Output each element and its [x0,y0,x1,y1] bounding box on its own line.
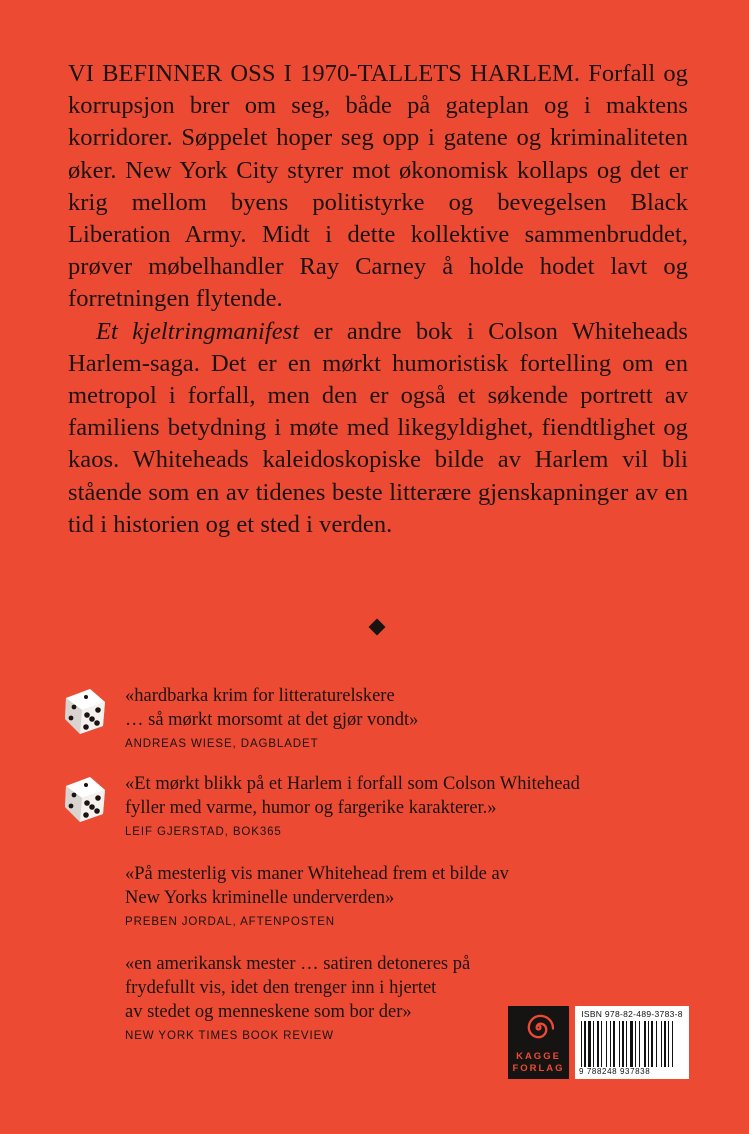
blurb-paragraph-1: VI BEFINNER OSS I 1970-TALLETS HARLEM. Forfall og korrupsjon brer om seg, både på gateplan og i maktens korridorer. Søppelet hoper seg opp i gatene og kriminaliteten øker. New York City styrer mot økonomisk kollaps og det er krig mellom byens politistyrke og bevegelsen Black Liberation Army. Midt i dette kollektive sammenbruddet, prøver møbelhandler Ray Carney å holde hodet lavt og forretningen flytende. [68,60,688,313]
quote-line: … så mørkt morsomt at det gjør vondt» [125,710,419,730]
quote-line: «en amerikansk mester … satiren detoneres på [125,954,471,974]
diamond-divider-icon [369,619,386,636]
quote-text [125,862,595,910]
book-title: Et kjeltringmanifest [96,317,300,345]
quote-line: «hardbarka krim for litteraturelskere [125,686,395,706]
quote-source: PREBEN JORDAL, AFTENPOSTEN [125,916,335,928]
barcode-digits: 9 788248 937838 [579,1067,651,1076]
barcode-stripe [656,1021,657,1067]
quote-text [125,684,595,732]
spiral-logo-icon [523,1012,554,1043]
barcode-stripe [644,1021,646,1067]
blurb-paragraph-2-text: er andre bok i Colson Whiteheads Harlem-saga. Det er en mørkt humoristisk fortelling om en metropol i forfall, men den er også et søkende portrett av familiens betydning i møte med likegyldighet, fiendtlighet og kaos. Whiteheads kaleidoskopiske bilde av Harlem vil bli stående som en av tidenes beste litterære gjenskapninger av en tid i historien og et sted i verden. [68,317,688,538]
barcode-stripe [651,1021,653,1067]
barcode-stripe [622,1021,624,1067]
barcode-stripe [601,1021,602,1067]
barcode-stripe [664,1021,666,1067]
publisher-logo [508,1006,569,1079]
barcode-stripe [613,1021,615,1067]
barcode-stripe [581,1021,582,1067]
barcode-stripe [597,1021,599,1067]
quote-line: New Yorks kriminelle underverden» [125,888,395,908]
review-quote [125,684,595,750]
blurb-paragraph-2 [68,316,688,541]
review-quote [125,862,595,928]
dice-five-icon [59,686,111,736]
barcode-stripe [610,1021,611,1067]
back-cover-blurb [68,58,688,541]
quote-source: LEIF GJERSTAD, BOK365 [125,826,282,838]
barcode-stripe [648,1021,649,1067]
barcode-stripe [626,1021,627,1067]
isbn-label: ISBN 978-82-489-3783-8 [581,1009,683,1019]
publisher-name-line-1: KAGGE [516,1051,561,1062]
barcode-stripe [639,1021,640,1067]
quote-line: fyller med varme, humor og fargerike karakterer.» [125,798,497,818]
isbn-barcode [575,1006,689,1079]
barcode-stripe [606,1021,607,1067]
barcode-stripe [630,1021,633,1067]
barcode-bars [581,1021,683,1067]
quote-source: ANDREAS WIESE, DAGBLADET [125,738,319,750]
barcode-stripe [672,1021,673,1067]
quote-text [125,772,595,820]
barcode-stripe [661,1021,662,1067]
barcode-stripe [619,1021,620,1067]
barcode-stripe [635,1021,636,1067]
barcode-stripe [584,1021,586,1067]
barcode-stripe [588,1021,591,1067]
review-quote [125,772,595,838]
dice-five-icon [59,774,111,824]
quote-source: NEW YORK TIMES BOOK REVIEW [125,1030,334,1042]
publisher-name-line-2: FORLAG [512,1063,565,1074]
quote-line: «Et mørkt blikk på et Harlem i forfall som Colson Whitehead [125,774,580,794]
quote-line: frydefullt vis, idet den trenger inn i hjertet [125,978,437,998]
barcode-stripe [668,1021,669,1067]
quote-line: «På mesterlig vis maner Whitehead frem et bilde av [125,864,509,884]
quote-line: av stedet og menneskene som bor der» [125,1002,412,1022]
barcode-stripe [593,1021,594,1067]
